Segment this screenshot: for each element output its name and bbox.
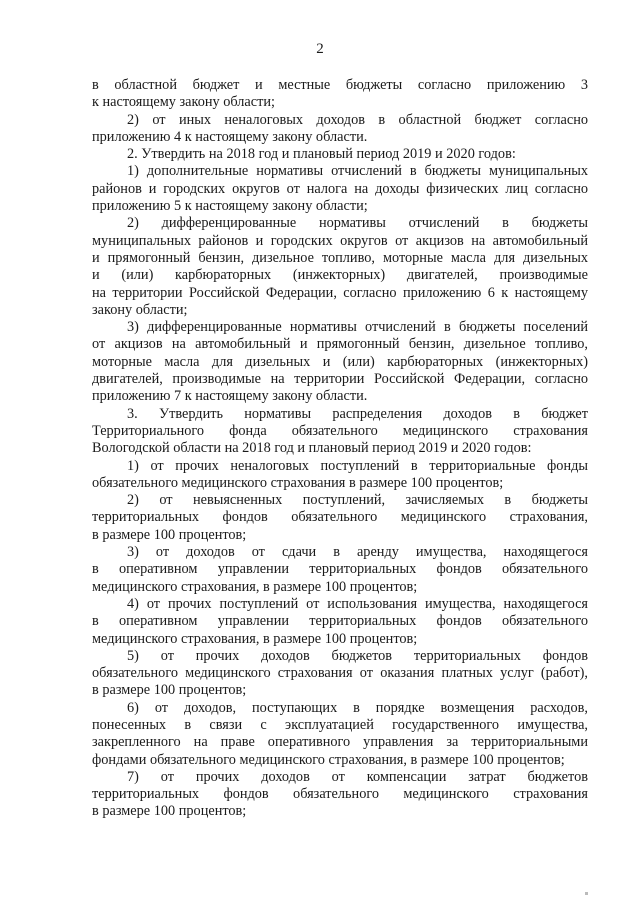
text-line: моторные масла для дизельных и (или) карбюраторных (инжекторных): [92, 353, 588, 370]
text-line: в оперативном управлении территориальных фондов обязательного: [92, 561, 588, 578]
text-line: районов и городских округов от налога на доходы физических лиц согласно: [92, 180, 588, 197]
text-line: обязательного медицинского страхования в размере 100 процентов;: [92, 474, 504, 491]
text-line: 4) от прочих поступлений от использования имущества, находящегося: [127, 595, 588, 612]
text-line: 5) от прочих доходов бюджетов территориальных фондов: [127, 647, 588, 664]
text-line: 2) дифференцированные нормативы отчислений в бюджеты: [127, 215, 588, 232]
text-line: в размере 100 процентов;: [92, 682, 247, 699]
text-line: приложению 7 к настоящему закону области.: [92, 388, 368, 405]
text-line: Вологодской области на 2018 год и плановый период 2019 и 2020 годов:: [92, 440, 532, 457]
text-line: 2. Утвердить на 2018 год и плановый период 2019 и 2020 годов:: [127, 146, 516, 163]
text-line: в оперативном управлении территориальных фондов обязательного: [92, 613, 588, 630]
text-line: приложению 5 к настоящему закону области;: [92, 198, 368, 215]
text-line: медицинского страхования, в размере 100 процентов;: [92, 578, 418, 595]
text-line: Территориального фонда обязательного медицинского страхования: [92, 422, 588, 439]
text-line: 7) от прочих доходов от компенсации затрат бюджетов: [127, 768, 588, 785]
text-line: закрепленного на праве оперативного управления за территориальными: [92, 734, 588, 751]
text-line: 1) дополнительные нормативы отчислений в бюджеты муниципальных: [127, 163, 588, 180]
text-line: 2) от иных неналоговых доходов в областной бюджет согласно: [127, 111, 588, 128]
document-body: [92, 77, 588, 821]
text-line: на территории Российской Федерации, согласно приложению 6 к настоящему: [92, 284, 588, 301]
text-line: и прямогонный бензин, дизельное топливо, моторные масла для дизельных: [92, 249, 588, 266]
scan-artifact: [585, 892, 588, 895]
text-line: 1) от прочих неналоговых поступлений в территориальные фонды: [127, 457, 588, 474]
text-line: в областной бюджет и местные бюджеты согласно приложению 3: [92, 77, 588, 93]
text-line: 6) от доходов, поступающих в порядке возмещения расходов,: [127, 699, 588, 716]
text-line: 2) от невыясненных поступлений, зачисляемых в бюджеты: [127, 492, 588, 509]
text-line: 3. Утвердить нормативы распределения доходов в бюджет: [127, 405, 588, 422]
page-number: 2: [316, 41, 324, 57]
text-line: территориальных фондов обязательного медицинского страхования: [92, 786, 588, 803]
text-line: к настоящему закону области;: [92, 94, 275, 111]
text-line: 3) дифференцированные нормативы отчислений в бюджеты поселений: [127, 319, 588, 336]
text-line: от акцизов на автомобильный и прямогонный бензин, дизельное топливо,: [92, 336, 588, 353]
text-line: территориальных фондов обязательного медицинского страхования,: [92, 509, 588, 526]
text-line: медицинского страхования, в размере 100 процентов;: [92, 630, 418, 647]
text-line: 3) от доходов от сдачи в аренду имущества, находящегося: [127, 544, 588, 561]
text-line: фондами обязательного медицинского страхования, в размере 100 процентов;: [92, 751, 565, 768]
text-line: в размере 100 процентов;: [92, 803, 247, 820]
text-line: обязательного медицинского страхования от оказания платных услуг (работ),: [92, 665, 588, 682]
text-line: в размере 100 процентов;: [92, 526, 247, 543]
text-line: закону области;: [92, 301, 188, 318]
text-line: приложению 4 к настоящему закону области.: [92, 128, 368, 145]
text-line: двигателей, производимые на территории Российской Федерации, согласно: [92, 371, 588, 388]
text-line: муниципальных районов и городских округов от акцизов на автомобильный: [92, 232, 588, 249]
text-line: понесенных в связи с эксплуатацией государственного имущества,: [92, 716, 588, 733]
text-line: и (или) карбюраторных (инжекторных) двигателей, производимые: [92, 267, 588, 284]
